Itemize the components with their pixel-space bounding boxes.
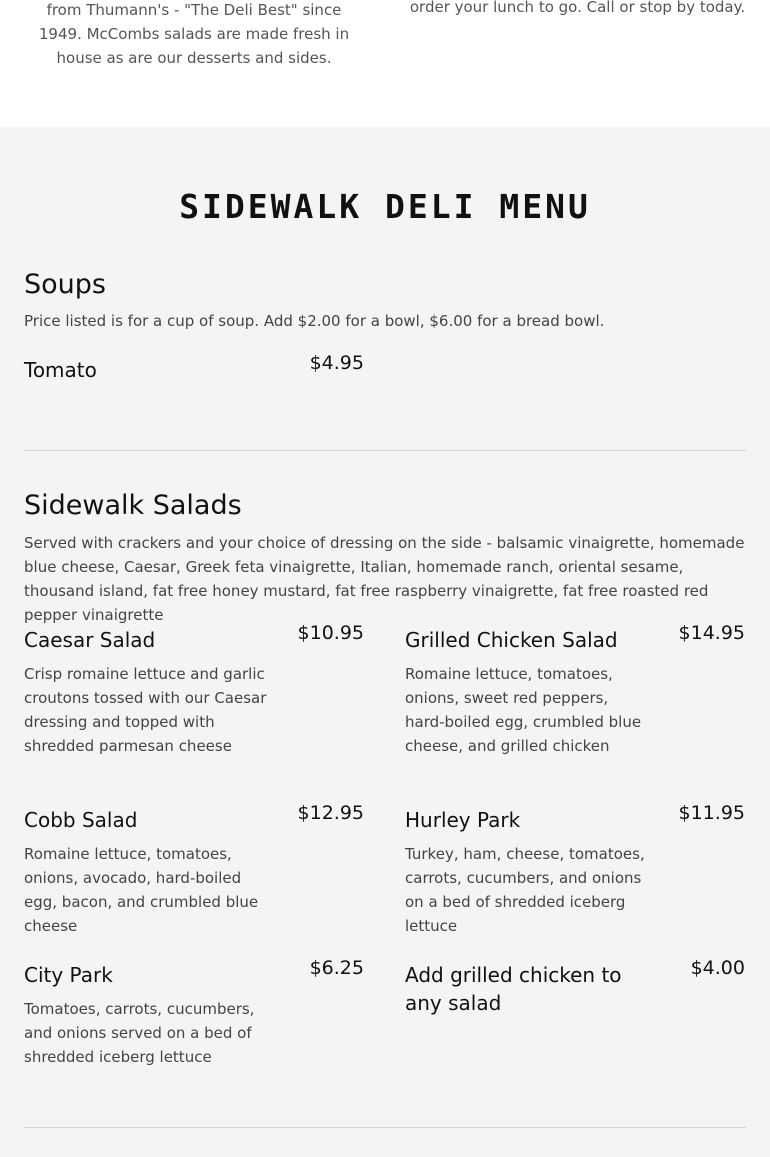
item-name: Cobb Salad <box>24 808 138 832</box>
item-name: Caesar Salad <box>24 628 156 652</box>
item-description: Turkey, ham, cheese, tomatoes, carrots, cucumbers, and onions on a bed of shredded iceberg lettuce <box>405 845 645 935</box>
section-divider <box>24 1127 746 1128</box>
item-price: $10.95 <box>297 622 364 644</box>
item-price: $14.95 <box>678 622 745 644</box>
item-name: Hurley Park <box>405 808 521 832</box>
menu-section <box>0 127 770 1157</box>
item-description: Romaine lettuce, tomatoes, onions, avocado, hard-boiled egg, bacon, and crumbled blue cheese <box>24 845 259 935</box>
menu-item-grilled-chicken-salad <box>405 622 745 758</box>
menu-item-add-grilled-chicken <box>405 957 745 1017</box>
intro-text-right: order your lunch to go. Call or stop by today. <box>409 0 746 16</box>
item-description: Crisp romaine lettuce and garlic croutons tossed with our Caesar dressing and topped with shredded parmesan cheese <box>24 665 267 755</box>
item-name: Tomato <box>24 358 97 382</box>
menu-item-hurley-park <box>405 802 745 938</box>
item-description: Romaine lettuce, tomatoes, onions, sweet red peppers, hard-boiled egg, crumbled blue cheese, and grilled chicken <box>405 665 642 755</box>
menu-item-caesar-salad <box>24 622 364 758</box>
menu-item-city-park <box>24 957 364 1069</box>
intro-text-left: from Thumann's - "The Deli Best" since 1949. McCombs salads are made fresh in house as are our desserts and sides. <box>38 1 350 67</box>
item-name: Grilled Chicken Salad <box>405 628 618 652</box>
intro-section <box>0 0 770 127</box>
item-price: $12.95 <box>297 802 364 824</box>
section-divider <box>24 450 746 451</box>
salads-heading: Sidewalk Salads <box>24 490 242 521</box>
menu-item-cobb-salad <box>24 802 364 938</box>
item-price: $4.95 <box>309 352 364 374</box>
item-name: Add grilled chicken to any salad <box>405 963 622 1015</box>
item-price: $6.25 <box>309 957 364 979</box>
soups-description: Price listed is for a cup of soup. Add $2.00 for a bowl, $6.00 for a bread bowl. <box>24 312 605 330</box>
soups-heading: Soups <box>24 269 106 300</box>
item-name: City Park <box>24 963 113 987</box>
menu-item-tomato <box>24 352 364 384</box>
item-price: $11.95 <box>678 802 745 824</box>
salads-description: Served with crackers and your choice of dressing on the side - balsamic vinaigrette, homemade blue cheese, Caesar, Greek feta vinaigrette, Italian, homemade ranch, oriental sesame, thousand island, fat free honey mustard, fat free raspberry vinaigrette, fat free roasted red pepper vinaigrette <box>24 534 745 624</box>
menu-title: SIDEWALK DELI MENU <box>179 187 591 226</box>
item-description: Tomatoes, carrots, cucumbers, and onions served on a bed of shredded iceberg lettuce <box>24 1000 255 1066</box>
item-price: $4.00 <box>690 957 745 979</box>
